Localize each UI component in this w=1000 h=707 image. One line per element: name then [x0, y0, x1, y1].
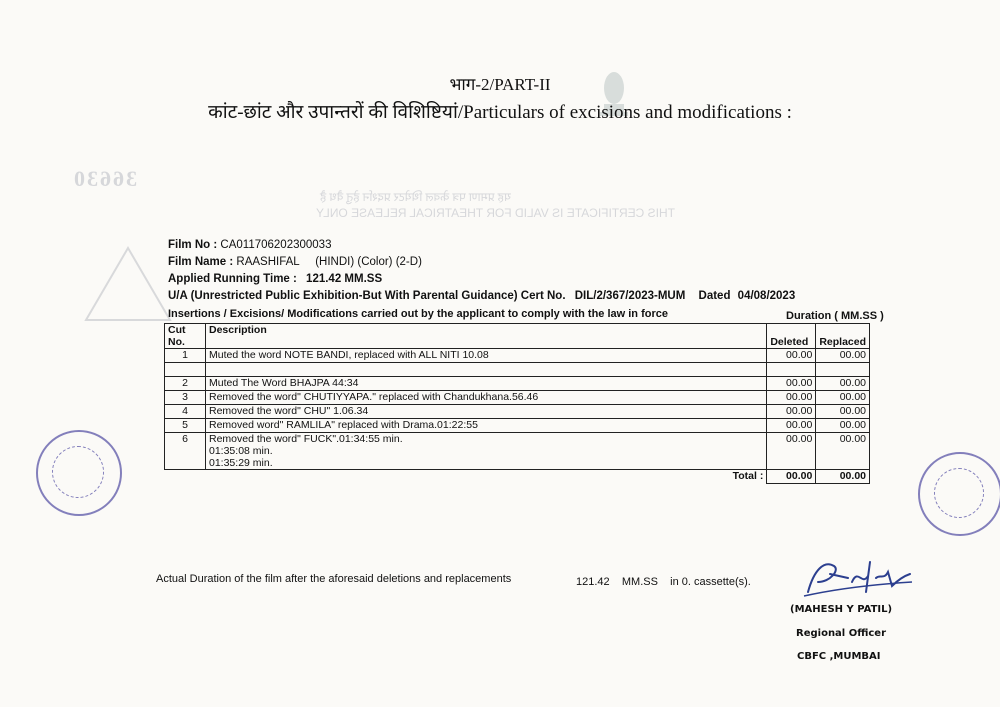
total-deleted: 00.00 — [767, 470, 816, 484]
cut-deleted: 00.00 — [767, 391, 816, 405]
cut-no: 1 — [165, 349, 206, 363]
film-name-row — [168, 256, 422, 268]
cut-deleted: 00.00 — [767, 349, 816, 363]
cut-no: 3 — [165, 391, 206, 405]
runtime-label: Applied Running Time : — [168, 273, 297, 285]
cut-deleted: 00.00 — [767, 377, 816, 391]
table-row — [165, 391, 870, 405]
total-label: Total : — [732, 470, 764, 482]
cut-description-line: 01:35:08 min. — [209, 445, 273, 457]
officer-title: Regional Officer — [796, 628, 887, 639]
cut-description: Muted The Word BHAJPA 44:34 — [206, 377, 767, 391]
runtime-value: 121.42 MM.SS — [306, 273, 383, 285]
dated-value: 04/08/2023 — [737, 290, 796, 302]
cut-deleted: 00.00 — [767, 405, 816, 419]
cert-number: DIL/2/367/2023-MUM — [574, 290, 686, 302]
officer-office: CBFC ,MUMBAI — [797, 651, 881, 662]
cut-deleted: 00.00 — [767, 433, 816, 470]
watermark-line-hindi: यह प्रमाण पत्र केवल थियेटर प्रदर्शन हेतु वैध है — [320, 190, 511, 204]
total-replaced: 00.00 — [816, 470, 870, 484]
cut-description — [206, 433, 767, 470]
page-title: कांट-छांट और उपान्तरों की विशिष्टियां/Particulars of excisions and modifications : — [208, 102, 792, 123]
insertions-heading: Insertions / Excisions/ Modifications carried out by the applicant to comply with the law in force — [168, 308, 668, 320]
cut-description: Removed the word" CHU" 1.06.34 — [206, 405, 767, 419]
officer-name: (MAHESH Y PATIL) — [790, 604, 893, 615]
total-row — [165, 470, 870, 484]
table-row — [165, 377, 870, 391]
table-row — [165, 405, 870, 419]
watermark-serial: 36630 — [72, 166, 137, 191]
certificate-row — [168, 290, 795, 302]
watermark-line-english: THIS CERTIFICATE IS VALID FOR THEATRICAL RELEASE ONLY — [316, 206, 675, 220]
cut-no: 2 — [165, 377, 206, 391]
dated-label: Dated — [698, 290, 731, 302]
cut-replaced: 00.00 — [816, 433, 870, 470]
table-row — [165, 349, 870, 363]
cut-replaced: 00.00 — [816, 405, 870, 419]
cut-replaced: 00.00 — [816, 349, 870, 363]
cut-description: Removed the word" CHUTIYYAPA." replaced with Chandukhana.56.46 — [206, 391, 767, 405]
header-cut-no: Cut No. — [165, 324, 206, 349]
cert-text: U/A (Unrestricted Public Exhibition-But With Parental Guidance) Cert No. — [168, 290, 566, 302]
header-description: Description — [206, 324, 767, 349]
officer-signature — [800, 552, 915, 602]
film-name-label: Film Name : — [168, 256, 234, 268]
cbfc-seal-right-icon — [918, 452, 1000, 536]
cut-replaced: 00.00 — [816, 391, 870, 405]
cut-deleted: 00.00 — [767, 419, 816, 433]
cut-description-line: Removed the word" FUCK".01:34:55 min. — [209, 433, 403, 445]
cut-replaced: 00.00 — [816, 377, 870, 391]
header-replaced: Replaced — [816, 324, 870, 349]
header-deleted: Deleted — [767, 324, 816, 349]
film-no-row — [168, 239, 331, 251]
film-no-label: Film No : — [168, 239, 218, 251]
table-row — [165, 419, 870, 433]
film-name-value: RAASHIFAL (HINDI) (Color) (2-D) — [236, 256, 422, 268]
cut-replaced: 00.00 — [816, 419, 870, 433]
duration-heading: Duration ( MM.SS ) — [786, 310, 884, 322]
actual-duration-value: 121.42 MM.SS in 0. cassette(s). — [576, 576, 751, 588]
cut-no: 4 — [165, 405, 206, 419]
excisions-table — [164, 323, 870, 484]
runtime-row — [168, 273, 382, 285]
cbfc-seal-left-icon — [36, 430, 122, 516]
cut-description: Muted the word NOTE BANDI, replaced with ALL NITI 10.08 — [206, 349, 767, 363]
cut-description: Removed word" RAMLILA" replaced with Drama.01:22:55 — [206, 419, 767, 433]
film-no-value: CA011706202300033 — [220, 239, 332, 251]
watermark-triangle-icon — [82, 244, 174, 324]
cut-description-line: 01:35:29 min. — [209, 457, 273, 469]
table-spacer-row — [165, 363, 870, 377]
actual-duration-text: Actual Duration of the film after the aforesaid deletions and replacements — [156, 573, 512, 585]
table-row — [165, 433, 870, 470]
table-header-row — [165, 324, 870, 349]
cut-no: 5 — [165, 419, 206, 433]
cut-no: 6 — [165, 433, 206, 470]
part-heading: भाग-2/PART-II — [449, 75, 551, 94]
